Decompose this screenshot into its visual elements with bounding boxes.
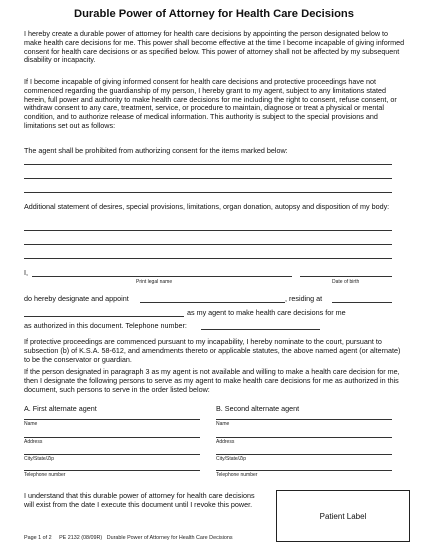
alt-a-telephone-line[interactable]	[24, 470, 200, 471]
alt-a-city-caption: City/State/Zip	[24, 456, 55, 462]
alternate-paragraph: If the person designated in paragraph 3 as my agent is not available and willing to make a health care decision for me, then I designate the following persons to serve as my agent to make health care decisions for me as authorized in this document, such persons to serve in the order listed below:	[24, 367, 400, 394]
print-legal-name-caption: Print legal name	[136, 279, 173, 285]
alt-b-address-caption: Address	[216, 439, 235, 445]
additional-line-2[interactable]	[24, 244, 392, 245]
authority-paragraph: If I become incapable of giving informed consent for health care decisions and protective proceedings have not commenced regarding the guardianship of my person, I hereby grant to my agent, subject to any limitations stated herein, full power and authority to make health care decisions for me including the right to consent, refuse consent, or withdraw consent to any care, treatment, service, or procedure to maintain, diagnose or treat a physical or mental condition, and to authorize release of medical information. This authority is subject to the special provisions and limitations set out as follows:	[24, 77, 397, 130]
legal-name-line[interactable]	[32, 276, 292, 277]
prohibited-line-2[interactable]	[24, 178, 392, 179]
prohibited-label: The agent shall be prohibited from authorizing consent for the items marked below:	[24, 146, 288, 155]
page-footer: Page 1 of 2 PE 2132 (08/09R) Durable Power of Attorney for Health Care Decisions	[24, 535, 233, 541]
designate-text: do hereby designate and appoint	[24, 294, 129, 303]
alt-a-telephone-caption: Telephone number	[24, 472, 66, 478]
additional-statement-label: Additional statement of desires, special provisions, limitations, organ donation, autopsy and disposition of my body:	[24, 202, 390, 211]
alt-b-name-caption: Name	[216, 421, 230, 427]
alt-b-telephone-line[interactable]	[216, 470, 392, 471]
date-of-birth-line[interactable]	[300, 276, 392, 277]
agent-text: as my agent to make health care decisions for me	[187, 308, 346, 317]
alt-a-name-line[interactable]	[24, 419, 200, 420]
intro-paragraph: I hereby create a durable power of attorney for health care decisions by appointing the person designated below to make health care decisions for me. This power shall become effective at the time I become incapable of giving informed consent for health care decisions or as specified below. This power of attorney shall not be affected by my subsequent disability or incapacity.	[24, 29, 405, 65]
agent-address-line[interactable]	[24, 316, 184, 317]
prohibited-line-3[interactable]	[24, 192, 392, 193]
telephone-text: as authorized in this document. Telephone number:	[24, 321, 187, 330]
alt-a-address-line[interactable]	[24, 437, 200, 438]
second-alternate-heading: B. Second alternate agent	[216, 404, 300, 413]
alt-a-address-caption: Address	[24, 439, 43, 445]
alt-a-city-line[interactable]	[24, 454, 200, 455]
page-title: Durable Power of Attorney for Health Care Decisions	[74, 8, 354, 20]
alt-b-name-line[interactable]	[216, 419, 392, 420]
i-prefix: I,	[24, 268, 28, 277]
patient-label-box	[276, 490, 410, 542]
additional-line-3[interactable]	[24, 258, 392, 259]
prohibited-line-1[interactable]	[24, 164, 392, 165]
agent-residence-line[interactable]	[332, 302, 392, 303]
alt-b-telephone-caption: Telephone number	[216, 472, 258, 478]
first-alternate-heading: A. First alternate agent	[24, 404, 97, 413]
agent-name-line[interactable]	[140, 302, 285, 303]
alt-b-address-line[interactable]	[216, 437, 392, 438]
date-of-birth-caption: Date of birth	[332, 279, 360, 285]
alt-b-city-caption: City/State/Zip	[216, 456, 247, 462]
additional-line-1[interactable]	[24, 230, 392, 231]
patient-label-text: Patient Label	[319, 512, 367, 521]
residing-at-text: , residing at	[285, 294, 323, 303]
alt-a-name-caption: Name	[24, 421, 38, 427]
alt-b-city-line[interactable]	[216, 454, 392, 455]
agent-telephone-line[interactable]	[201, 329, 320, 330]
conservator-paragraph: If protective proceedings are commenced pursuant to my incapability, I hereby nominate to the court, pursuant to subsection (b) of K.S.A. 58-612, and amendments thereto or applicable statutes, the above named agent (or alternate) to be the conservator or guardian.	[24, 337, 401, 364]
effective-paragraph: I understand that this durable power of attorney for health care decisions will exist from the date I execute this document until I revoke this power.	[24, 491, 255, 509]
